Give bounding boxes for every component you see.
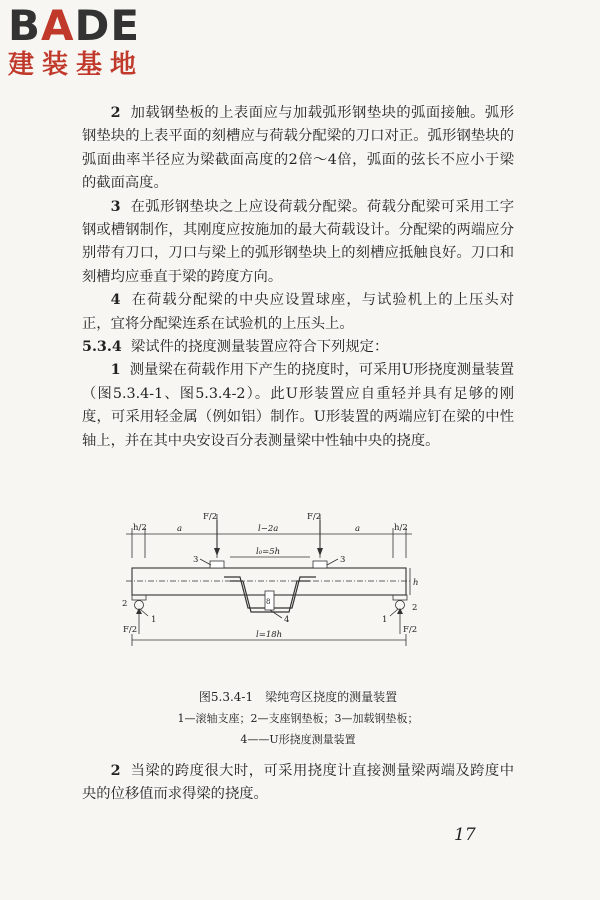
paragraph-4 xyxy=(82,289,514,336)
beam-deflection-figure xyxy=(120,510,420,658)
load-label-right: F/2 xyxy=(307,512,322,522)
section-text: 梁试件的挠度测量装置应符合下列规定： xyxy=(130,339,389,356)
paragraph-number: 2 xyxy=(110,105,121,121)
logo-letter-a: A xyxy=(41,1,75,50)
paragraph-number: 4 xyxy=(110,292,121,309)
item-text: 测量梁在荷载作用下产生的挠度时，可采用U形挠度测量装置（图5.3.4-1、图5.3.4-2）。此U形装置应自重轻并具有足够的刚度，可采用轻金属（例如铝）制作。U形装置的两端应钉在梁的中性轴上，并在其中央安设百分表测量梁中性轴中央的挠度。 xyxy=(82,362,515,449)
a-label-right: a xyxy=(355,524,361,534)
body-text xyxy=(82,102,514,453)
item-text: 当梁的跨度很大时，可采用挠度计直接测量梁两端及跨度中央的位移值而求得梁的挠度。 xyxy=(82,763,514,803)
logo-letters-de: DE xyxy=(74,1,141,50)
section-number: 5.3.4 xyxy=(82,339,122,356)
logo-letter-b: B xyxy=(8,1,42,50)
label-4: 4 xyxy=(284,615,290,625)
paragraph-3 xyxy=(82,196,514,290)
label-1-left: 1 xyxy=(151,615,157,625)
page-number: 17 xyxy=(454,825,476,845)
logo-subtitle: 建装基地 xyxy=(8,50,145,80)
body-text-after-figure xyxy=(82,760,514,807)
label-2-left: 2 xyxy=(122,599,128,609)
paragraph-text: 加载钢垫板的上表面应与加载弧形钢垫块的弧面接触。弧形钢垫块的上表平面的刻槽应与荷载分配梁的刀口对正。弧形钢垫块的弧面曲率半径应为梁截面高度的2倍～4倍，弧面的弦长不应小于梁的截面高度。 xyxy=(82,105,514,192)
item-number: 1 xyxy=(110,362,121,379)
paragraph-text: 在荷载分配梁的中央应设置球座，与试验机上的上压头对正，宜将分配梁连系在试验机的上压头上。 xyxy=(82,292,515,332)
figure-legend-line-1: 1—滚轴支座；2—支座钢垫板；3—加载钢垫板； xyxy=(177,712,419,725)
section-heading xyxy=(82,336,514,359)
label-2-right: 2 xyxy=(412,603,418,613)
paragraph-2 xyxy=(82,102,514,196)
paragraph-number: 3 xyxy=(110,198,121,215)
item-2 xyxy=(82,760,514,807)
figure-legend-line-2: 4——U形挠度测量装置 xyxy=(240,733,356,746)
label-3-left: 3 xyxy=(193,555,199,565)
a-label-left: a xyxy=(177,524,183,534)
half-h-label-right: h/2 xyxy=(394,523,408,533)
label-3-right: 3 xyxy=(340,555,346,565)
height-label: h xyxy=(413,578,419,588)
reaction-label-right: F/2 xyxy=(403,625,418,635)
load-label-left: F/2 xyxy=(203,512,218,522)
item-1 xyxy=(82,359,514,453)
mid-span-label: l−2a xyxy=(258,524,279,534)
reaction-label-left: F/2 xyxy=(123,625,138,635)
half-h-label-left: h/2 xyxy=(133,523,147,533)
logo xyxy=(8,1,178,82)
logo-brand xyxy=(8,1,178,50)
figure-caption: 图5.3.4-1 梁纯弯区挠度的测量装置 xyxy=(198,690,398,704)
item-number: 2 xyxy=(110,763,121,779)
label-1-right: 1 xyxy=(382,615,388,625)
paragraph-text: 在弧形钢垫块之上应设荷载分配梁。荷载分配梁可采用工字钢或槽钢制作，其刚度应按施加的最大荷载设计。分配梁的两端应分别带有刀口，刀口与梁上的弧形钢垫块上的刻槽应抵触良好。刀口和刻槽均应垂直于梁的跨度方向。 xyxy=(82,198,514,285)
gauge-length-label: l₀=5h xyxy=(256,547,281,557)
dial-gauge-label: 8 xyxy=(266,598,271,606)
total-length-label: l=18h xyxy=(256,630,283,640)
